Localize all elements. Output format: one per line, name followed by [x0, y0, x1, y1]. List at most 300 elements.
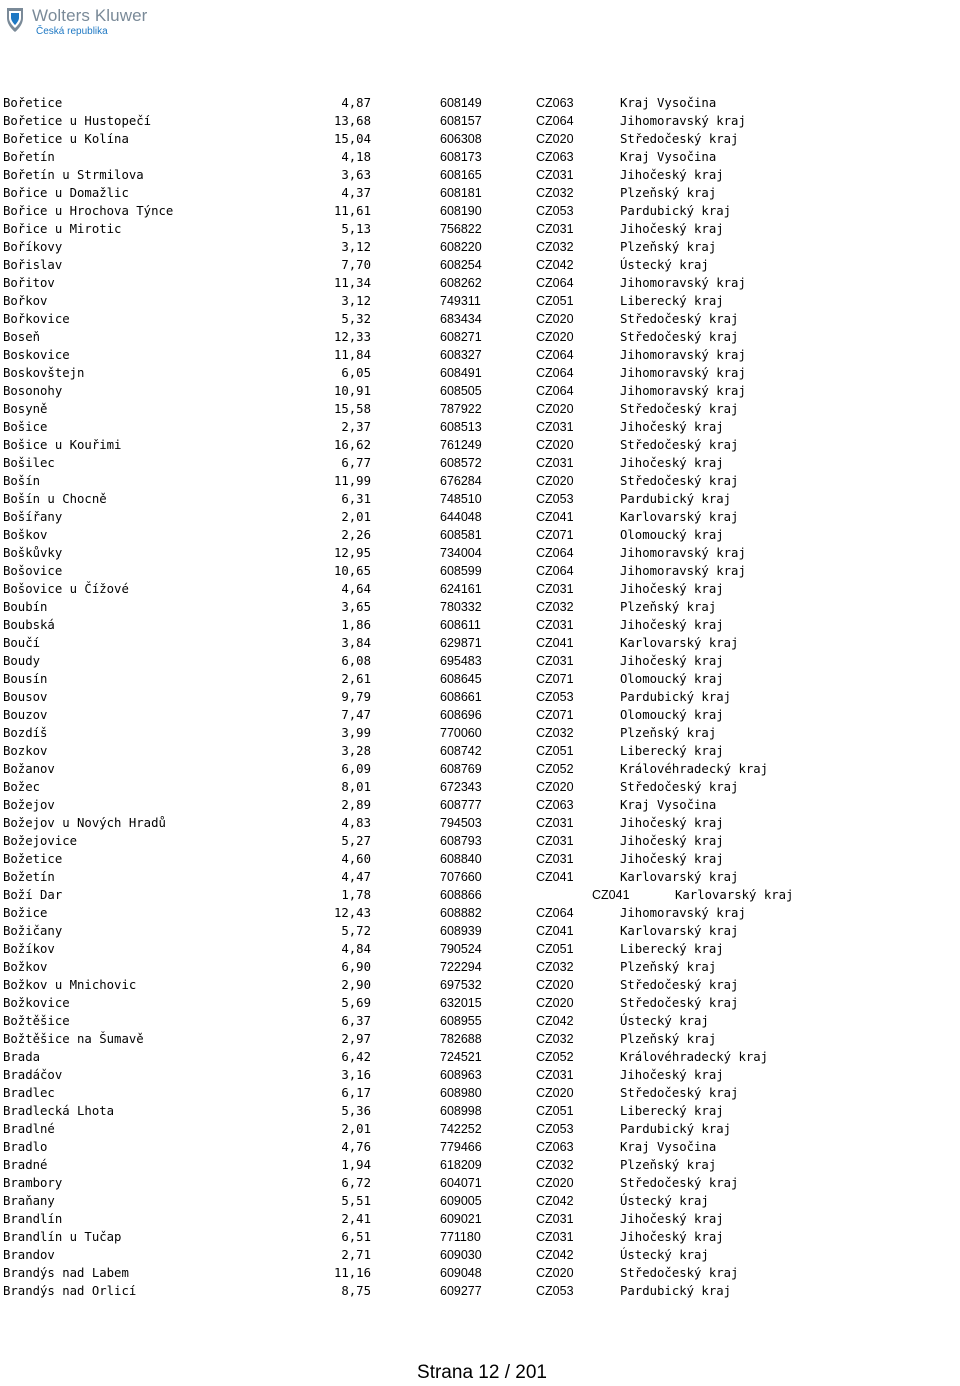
table-row [3, 328, 863, 346]
cell-area: 4,83 [341, 816, 371, 830]
cell-area: 3,28 [341, 744, 371, 758]
cell-nuts: CZ031 [536, 1212, 574, 1226]
table-row [3, 1282, 863, 1300]
table-row [3, 904, 863, 922]
cell-nuts: CZ063 [536, 1140, 574, 1154]
cell-region: Kraj Vysočina [620, 1140, 717, 1154]
cell-area: 3,63 [341, 168, 371, 182]
cell-name: Bořitov [3, 276, 55, 290]
cell-region: Jihočeský kraj [620, 420, 724, 434]
cell-nuts: CZ064 [536, 906, 574, 920]
table-row [3, 220, 863, 238]
cell-code: 609030 [440, 1248, 482, 1262]
brand-subtitle: Česká republika [36, 26, 108, 37]
cell-region: Pardubický kraj [620, 204, 732, 218]
cell-region: Středočeský kraj [620, 438, 739, 452]
table-row [3, 292, 863, 310]
cell-name: Boškůvky [3, 546, 63, 560]
table-row [3, 688, 863, 706]
cell-region: Jihomoravský kraj [620, 348, 746, 362]
cell-nuts: CZ031 [536, 1068, 574, 1082]
cell-name: Boučí [3, 636, 41, 650]
cell-area: 6,08 [341, 654, 371, 668]
cell-region: Jihočeský kraj [620, 222, 724, 236]
table-row [3, 148, 863, 166]
cell-code: 608661 [440, 690, 482, 704]
cell-area: 2,26 [341, 528, 371, 542]
cell-name: Braňany [3, 1194, 55, 1208]
table-row [3, 130, 863, 148]
cell-region: Jihomoravský kraj [620, 906, 746, 920]
cell-nuts: CZ032 [536, 726, 574, 740]
cell-name: Bošovice [3, 564, 63, 578]
table-row [3, 832, 863, 850]
table-row [3, 94, 863, 112]
cell-name: Božejov u Nových Hradů [3, 816, 166, 830]
cell-name: Bošice [3, 420, 48, 434]
cell-region: Liberecký kraj [620, 942, 724, 956]
cell-area: 12,43 [333, 906, 371, 920]
table-row [3, 436, 863, 454]
cell-nuts: CZ031 [536, 168, 574, 182]
cadastral-table [3, 94, 863, 1300]
cell-name: Bošířany [3, 510, 63, 524]
cell-nuts: CZ071 [536, 528, 574, 542]
cell-name: Bořetín u Strmilova [3, 168, 144, 182]
cell-name: Bradlné [3, 1122, 55, 1136]
cell-code: 608271 [440, 330, 482, 344]
table-row [3, 490, 863, 508]
cell-nuts: CZ031 [536, 654, 574, 668]
cell-nuts: CZ052 [536, 762, 574, 776]
cell-region: Plzeňský kraj [620, 186, 717, 200]
table-row [3, 724, 863, 742]
cell-name: Bořice u Mirotic [3, 222, 122, 236]
cell-region: Jihočeský kraj [620, 654, 724, 668]
cell-code: 608513 [440, 420, 482, 434]
cell-region: Královéhradecký kraj [620, 762, 769, 776]
cell-code: 771180 [440, 1230, 481, 1244]
table-row [3, 1048, 863, 1066]
table-row [3, 364, 863, 382]
table-row [3, 796, 863, 814]
table-row [3, 580, 863, 598]
cell-code: 608190 [440, 204, 482, 218]
cell-nuts: CZ041 [536, 924, 574, 938]
cell-code: 742252 [440, 1122, 482, 1136]
table-row [3, 1084, 863, 1102]
cell-nuts: CZ063 [536, 96, 574, 110]
cell-region: Olomoucký kraj [620, 528, 724, 542]
table-row [3, 454, 863, 472]
cell-name: Bošín [3, 474, 41, 488]
cell-nuts: CZ020 [536, 438, 574, 452]
cell-region: Jihočeský kraj [620, 456, 724, 470]
cell-code: 672343 [440, 780, 482, 794]
cell-region: Středočeský kraj [620, 330, 739, 344]
cell-name: Boříkovy [3, 240, 63, 254]
cell-region: Jihočeský kraj [620, 168, 724, 182]
cell-region: Plzeňský kraj [620, 1158, 717, 1172]
table-row [3, 418, 863, 436]
cell-region: Jihočeský kraj [620, 618, 724, 632]
cell-region: Středočeský kraj [620, 132, 739, 146]
cell-nuts: CZ032 [536, 600, 574, 614]
cell-code: 608572 [440, 456, 482, 470]
cell-code: 761249 [440, 438, 482, 452]
cell-nuts: CZ042 [536, 258, 574, 272]
table-row [3, 112, 863, 130]
cell-area: 5,36 [341, 1104, 371, 1118]
cell-code: 608581 [440, 528, 482, 542]
cell-code: 707660 [440, 870, 482, 884]
cell-region: Karlovarský kraj [620, 636, 739, 650]
table-row [3, 1120, 863, 1138]
cell-area: 6,09 [341, 762, 371, 776]
cell-nuts: CZ042 [536, 1194, 574, 1208]
cell-nuts: CZ064 [536, 546, 574, 560]
table-row [3, 958, 863, 976]
cell-code: 608645 [440, 672, 482, 686]
cell-name: Bořetice u Hustopečí [3, 114, 152, 128]
table-row [3, 166, 863, 184]
cell-code: 608254 [440, 258, 482, 272]
cell-region: Jihočeský kraj [620, 1212, 724, 1226]
cell-code: 609048 [440, 1266, 482, 1280]
cell-code: 756822 [440, 222, 482, 236]
cell-area: 11,84 [333, 348, 371, 362]
cell-area: 2,97 [341, 1032, 371, 1046]
cell-name: Bozkov [3, 744, 48, 758]
cell-area: 2,61 [341, 672, 371, 686]
cell-nuts: CZ031 [536, 816, 574, 830]
cell-area: 4,18 [341, 150, 371, 164]
cell-region: Kraj Vysočina [620, 96, 717, 110]
table-row [3, 706, 863, 724]
cell-code: 608149 [440, 96, 482, 110]
cell-area: 2,37 [341, 420, 371, 434]
cell-code: 608840 [440, 852, 482, 866]
cell-region: Kraj Vysočina [620, 150, 717, 164]
cell-region: Jihomoravský kraj [620, 384, 746, 398]
table-row [3, 760, 863, 778]
table-row [3, 922, 863, 940]
cell-region: Středočeský kraj [620, 312, 739, 326]
cell-name: Božejovice [3, 834, 78, 848]
table-row [3, 1210, 863, 1228]
cell-nuts: CZ032 [536, 1158, 574, 1172]
cell-code: 608980 [440, 1086, 482, 1100]
cell-nuts: CZ042 [536, 1014, 574, 1028]
cell-area: 3,12 [341, 294, 371, 308]
cell-region: Kraj Vysočina [620, 798, 717, 812]
cell-name: Bouzov [3, 708, 48, 722]
cell-region: Jihomoravský kraj [620, 564, 746, 578]
table-row [3, 1012, 863, 1030]
cell-area: 2,01 [341, 1122, 371, 1136]
cell-area: 2,71 [341, 1248, 371, 1262]
cell-region: Královéhradecký kraj [620, 1050, 769, 1064]
cell-code: 608157 [440, 114, 482, 128]
cell-area: 6,31 [341, 492, 371, 506]
cell-nuts: CZ051 [536, 294, 574, 308]
cell-area: 2,01 [341, 510, 371, 524]
cell-nuts: CZ020 [536, 402, 574, 416]
cell-code: 632015 [440, 996, 482, 1010]
cell-region: Liberecký kraj [620, 744, 724, 758]
cell-code: 618209 [440, 1158, 482, 1172]
cell-code: 608955 [440, 1014, 482, 1028]
cell-nuts: CZ064 [536, 366, 574, 380]
cell-region: Jihočeský kraj [620, 1068, 724, 1082]
cell-area: 4,47 [341, 870, 371, 884]
cell-region: Pardubický kraj [620, 492, 732, 506]
cell-area: 11,34 [333, 276, 371, 290]
cell-nuts: CZ041 [536, 870, 574, 884]
cell-code: 608939 [440, 924, 482, 938]
table-row [3, 1264, 863, 1282]
table-row [3, 274, 863, 292]
table-row [3, 1228, 863, 1246]
cell-name: Boubín [3, 600, 48, 614]
cell-code: 608262 [440, 276, 482, 290]
table-row [3, 1174, 863, 1192]
cell-nuts: CZ064 [536, 348, 574, 362]
cell-area: 3,12 [341, 240, 371, 254]
cell-nuts: CZ020 [536, 132, 574, 146]
cell-code: 780332 [440, 600, 482, 614]
cell-name: Bosyně [3, 402, 48, 416]
cell-name: Božíkov [3, 942, 55, 956]
cell-code: 608220 [440, 240, 482, 254]
cell-area: 2,41 [341, 1212, 371, 1226]
cell-code: 608327 [440, 348, 482, 362]
cell-code: 608998 [440, 1104, 482, 1118]
table-row [3, 400, 863, 418]
cell-code: 676284 [440, 474, 482, 488]
cell-region: Karlovarský kraj [620, 870, 739, 884]
table-row [3, 850, 863, 868]
cell-region: Středočeský kraj [620, 978, 739, 992]
cell-name: Božkovice [3, 996, 70, 1010]
cell-name: Brandýs nad Labem [3, 1266, 129, 1280]
cell-name: Bořetín [3, 150, 55, 164]
cell-code: 608742 [440, 744, 482, 758]
cell-code: 779466 [440, 1140, 482, 1154]
cell-area: 8,01 [341, 780, 371, 794]
cell-nuts: CZ031 [536, 618, 574, 632]
cell-name: Boškov [3, 528, 48, 542]
table-row [3, 1102, 863, 1120]
cell-name: Bousín [3, 672, 48, 686]
cell-nuts: CZ020 [536, 312, 574, 326]
cell-area: 3,99 [341, 726, 371, 740]
table-row [3, 598, 863, 616]
cell-code: 608866 [440, 888, 482, 902]
cell-code: 609005 [440, 1194, 482, 1208]
cell-code: 608882 [440, 906, 482, 920]
cell-region: Středočeský kraj [620, 1176, 739, 1190]
cell-nuts: CZ052 [536, 1050, 574, 1064]
cell-area: 11,16 [333, 1266, 371, 1280]
cell-name: Bořetice u Kolína [3, 132, 129, 146]
cell-area: 5,51 [341, 1194, 371, 1208]
cell-area: 5,13 [341, 222, 371, 236]
page-number: Strana 12 / 201 [417, 1362, 547, 1383]
cell-nuts: CZ053 [536, 1122, 574, 1136]
cell-area: 6,51 [341, 1230, 371, 1244]
cell-nuts: CZ051 [536, 942, 574, 956]
table-row [3, 634, 863, 652]
cell-name: Boseň [3, 330, 41, 344]
cell-name: Brandlín u Tučap [3, 1230, 122, 1244]
table-row [3, 184, 863, 202]
cell-code: 608793 [440, 834, 482, 848]
cell-name: Božice [3, 906, 48, 920]
brand-name: Wolters Kluwer [32, 6, 148, 25]
cell-area: 16,62 [333, 438, 371, 452]
table-row [3, 1030, 863, 1048]
cell-nuts: CZ031 [536, 852, 574, 866]
cell-area: 2,90 [341, 978, 371, 992]
cell-nuts: CZ053 [536, 204, 574, 218]
cell-area: 8,75 [341, 1284, 371, 1298]
cell-code: 734004 [440, 546, 482, 560]
cell-area: 5,32 [341, 312, 371, 326]
cell-name: Bradáčov [3, 1068, 63, 1082]
cell-area: 1,94 [341, 1158, 371, 1172]
cell-region: Středočeský kraj [620, 1266, 739, 1280]
table-row [3, 940, 863, 958]
table-row [3, 526, 863, 544]
cell-name: Bošovice u Čížové [3, 582, 129, 596]
cell-region: Jihočeský kraj [620, 1230, 724, 1244]
cell-area: 10,65 [333, 564, 371, 578]
cell-name: Bradlec [3, 1086, 55, 1100]
cell-region: Plzeňský kraj [620, 240, 717, 254]
cell-area: 4,64 [341, 582, 371, 596]
cell-code: 608777 [440, 798, 482, 812]
cell-area: 1,86 [341, 618, 371, 632]
cell-region: Plzeňský kraj [620, 960, 717, 974]
table-row [3, 202, 863, 220]
cell-region: Středočeský kraj [620, 996, 739, 1010]
cell-code: 608505 [440, 384, 482, 398]
cell-nuts: CZ020 [536, 474, 574, 488]
cell-name: Boskovice [3, 348, 70, 362]
cell-code: 749311 [440, 294, 481, 308]
cell-nuts: CZ020 [536, 978, 574, 992]
cell-area: 4,37 [341, 186, 371, 200]
cell-area: 4,76 [341, 1140, 371, 1154]
cell-code: 608491 [440, 366, 482, 380]
cell-code: 794503 [440, 816, 482, 830]
cell-nuts: CZ032 [536, 186, 574, 200]
table-row [3, 652, 863, 670]
table-row [3, 616, 863, 634]
cell-name: Božetín [3, 870, 55, 884]
cell-name: Božetice [3, 852, 63, 866]
cell-nuts: CZ020 [536, 996, 574, 1010]
cell-region: Olomoucký kraj [620, 672, 724, 686]
cell-code: 608769 [440, 762, 482, 776]
cell-name: Božejov [3, 798, 55, 812]
cell-area: 12,95 [333, 546, 371, 560]
cell-region: Karlovarský kraj [675, 888, 794, 902]
cell-nuts: CZ031 [536, 834, 574, 848]
cell-region: Jihomoravský kraj [620, 546, 746, 560]
cell-name: Bořkovice [3, 312, 70, 326]
cell-nuts: CZ020 [536, 1176, 574, 1190]
cell-name: Boubská [3, 618, 55, 632]
cell-name: Božtěšice [3, 1014, 70, 1028]
cell-name: Bořkov [3, 294, 48, 308]
cell-name: Božkov [3, 960, 48, 974]
cell-area: 11,99 [333, 474, 371, 488]
cell-code: 695483 [440, 654, 482, 668]
table-row [3, 346, 863, 364]
cell-area: 12,33 [333, 330, 371, 344]
cell-nuts: CZ064 [536, 384, 574, 398]
cell-area: 6,42 [341, 1050, 371, 1064]
table-row [3, 508, 863, 526]
table-row [3, 310, 863, 328]
cell-nuts: CZ031 [536, 456, 574, 470]
cell-nuts: CZ031 [536, 1230, 574, 1244]
wolters-kluwer-logo-icon [4, 6, 26, 34]
cell-nuts: CZ041 [592, 888, 630, 902]
table-row [3, 868, 863, 886]
cell-area: 6,37 [341, 1014, 371, 1028]
cell-code: 624161 [440, 582, 482, 596]
cell-code: 770060 [440, 726, 482, 740]
cell-name: Boskovštejn [3, 366, 85, 380]
table-row [3, 256, 863, 274]
cell-nuts: CZ053 [536, 690, 574, 704]
cell-nuts: CZ020 [536, 1266, 574, 1280]
cell-name: Bošice u Kouřimi [3, 438, 122, 452]
cell-nuts: CZ020 [536, 780, 574, 794]
cell-region: Jihomoravský kraj [620, 276, 746, 290]
table-row [3, 1246, 863, 1264]
cell-area: 7,47 [341, 708, 371, 722]
cell-region: Plzeňský kraj [620, 726, 717, 740]
cell-region: Karlovarský kraj [620, 924, 739, 938]
cell-code: 787922 [440, 402, 482, 416]
cell-nuts: CZ020 [536, 1086, 574, 1100]
table-row [3, 994, 863, 1012]
cell-nuts: CZ031 [536, 420, 574, 434]
cell-code: 606308 [440, 132, 482, 146]
cell-code: 608963 [440, 1068, 482, 1082]
cell-region: Plzeňský kraj [620, 600, 717, 614]
wolters-kluwer-logo [4, 4, 204, 40]
cell-name: Brambory [3, 1176, 63, 1190]
cell-region: Ústecký kraj [620, 1194, 709, 1208]
cell-nuts: CZ071 [536, 708, 574, 722]
cell-name: Bradlo [3, 1140, 48, 1154]
cell-nuts: CZ041 [536, 510, 574, 524]
cell-nuts: CZ041 [536, 636, 574, 650]
cell-code: 608165 [440, 168, 482, 182]
cell-area: 5,72 [341, 924, 371, 938]
cell-area: 5,69 [341, 996, 371, 1010]
cell-name: Brandov [3, 1248, 55, 1262]
cell-nuts: CZ064 [536, 276, 574, 290]
cell-nuts: CZ051 [536, 1104, 574, 1118]
cell-region: Karlovarský kraj [620, 510, 739, 524]
cell-code: 608696 [440, 708, 482, 722]
